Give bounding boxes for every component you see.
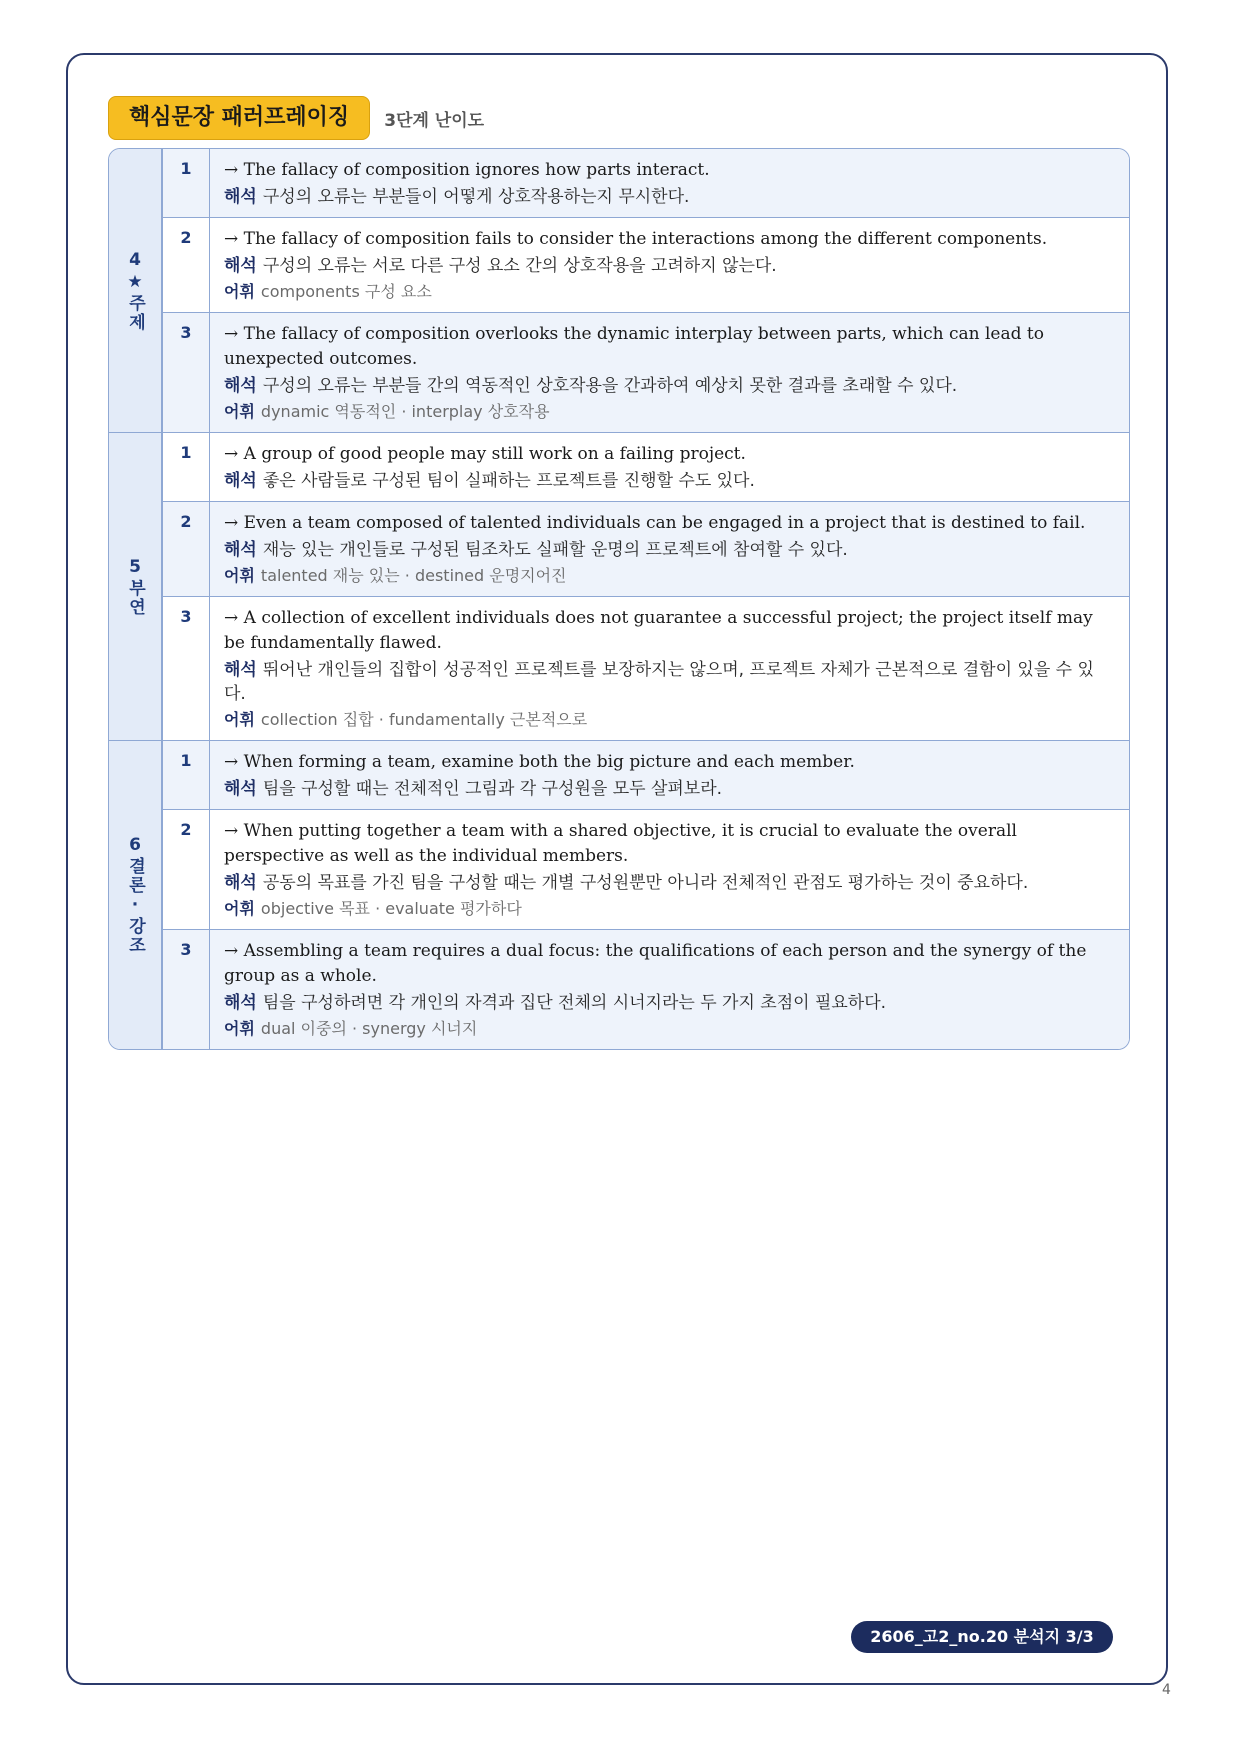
english-sentence: → A group of good people may still work on a failing project. [224,444,746,464]
korean-translation [224,254,1113,278]
row-number: 1 [163,149,210,217]
vocabulary-label: 어휘 [224,710,255,729]
english-sentence: → The fallacy of composition overlooks the dynamic interplay between parts, which can lead to unexpected outcomes. [224,324,1044,369]
korean-translation [224,374,1113,398]
vocabulary-line [224,400,1113,424]
korean-translation [224,469,1113,493]
english-sentence: → A collection of excellent individuals does not guarantee a successful project; the project itself may be fundamentally flawed. [224,608,1093,653]
vocabulary-line [224,1017,1113,1041]
paragraph-label-text: 5부연 [125,556,145,617]
korean-translation [224,777,1113,801]
vocabulary-line [224,708,1113,732]
paraphrase-row [163,502,1129,597]
row-content [210,218,1129,312]
english-sentence: → The fallacy of composition ignores how parts interact. [224,160,710,180]
paragraph-label [109,149,163,432]
interpretation-label: 해석 [224,540,257,560]
paraphrase-row [163,597,1129,740]
paragraph-group [109,149,1129,433]
korean-translation [224,185,1113,209]
page-number: 4 [1162,1682,1171,1698]
interpretation-label: 해석 [224,471,257,491]
section-header [108,96,484,140]
korean-translation-text: 팀을 구성할 때는 전체적인 그림과 각 구성원을 모두 살펴보라. [262,779,723,799]
korean-translation-text: 재능 있는 개인들로 구성된 팀조차도 실패할 운명의 프로젝트에 참여할 수 있다. [262,540,848,560]
paragraph-label [109,433,163,740]
korean-translation [224,658,1113,706]
row-number: 1 [163,741,210,809]
row-content [210,433,1129,501]
vocabulary-label: 어휘 [224,282,255,301]
english-sentence: → When forming a team, examine both the big picture and each member. [224,752,855,772]
paragraph-group [109,741,1129,1049]
paragraph-label-text: 4★주제 [125,249,145,332]
korean-translation-text: 구성의 오류는 부분들 간의 역동적인 상호작용을 간과하여 예상치 못한 결과를 초래할 수 있다. [262,376,958,396]
vocabulary-label: 어휘 [224,566,255,585]
row-content [210,597,1129,740]
row-number: 2 [163,502,210,596]
vocabulary-label: 어휘 [224,402,255,421]
korean-translation-text: 공동의 목표를 가진 팀을 구성할 때는 개별 구성원뿐만 아니라 전체적인 관점도 평가하는 것이 중요하다. [262,873,1029,893]
row-content [210,810,1129,929]
difficulty-label: 3단계 난이도 [384,110,485,131]
paraphrase-row [163,149,1129,218]
english-sentence: → Assembling a team requires a dual focus: the qualifications of each person and the synergy of the group as a whole. [224,941,1087,986]
interpretation-label: 해석 [224,993,257,1013]
row-number: 3 [163,313,210,432]
vocabulary-text: collection 집합 · fundamentally 근본적으로 [260,710,588,729]
korean-translation-text: 좋은 사람들로 구성된 팀이 실패하는 프로젝트를 진행할 수도 있다. [262,471,755,491]
interpretation-label: 해석 [224,187,257,207]
vocabulary-label: 어휘 [224,899,255,918]
korean-translation-text: 구성의 오류는 서로 다른 구성 요소 간의 상호작용을 고려하지 않는다. [262,256,777,276]
vocabulary-text: dual 이중의 · synergy 시너지 [260,1019,478,1038]
section-title: 핵심문장 패러프레이징 [108,96,370,140]
row-number: 1 [163,433,210,501]
row-content [210,502,1129,596]
korean-translation-text: 뛰어난 개인들의 집합이 성공적인 프로젝트를 보장하지는 않으며, 프로젝트 자체가 근본적으로 결함이 있을 수 있다. [224,660,1094,704]
row-number: 2 [163,218,210,312]
row-content [210,930,1129,1049]
row-content [210,149,1129,217]
paraphrase-row [163,433,1129,502]
vocabulary-line [224,897,1113,921]
row-content [210,313,1129,432]
paragraph-label-text: 6결론·강조 [125,835,145,955]
interpretation-label: 해석 [224,660,257,680]
paraphrase-table [108,148,1130,1050]
paragraph-label [109,741,163,1049]
english-sentence: → When putting together a team with a shared objective, it is crucial to evaluate the overall perspective as well as the individual members. [224,821,1017,866]
vocabulary-text: talented 재능 있는 · destined 운명지어진 [260,566,567,585]
row-number: 2 [163,810,210,929]
paraphrase-row [163,741,1129,810]
row-content [210,741,1129,809]
korean-translation [224,871,1113,895]
english-sentence: → The fallacy of composition fails to consider the interactions among the different components. [224,229,1048,249]
row-number: 3 [163,597,210,740]
paraphrase-row [163,218,1129,313]
vocabulary-line [224,564,1113,588]
document-id-badge: 2606_고2_no.20 분석지 3/3 [851,1621,1113,1653]
korean-translation [224,991,1113,1015]
korean-translation-text: 팀을 구성하려면 각 개인의 자격과 집단 전체의 시너지라는 두 가지 초점이 필요하다. [262,993,887,1013]
paraphrase-row [163,930,1129,1049]
interpretation-label: 해석 [224,256,257,276]
korean-translation-text: 구성의 오류는 부분들이 어떻게 상호작용하는지 무시한다. [262,187,690,207]
paraphrase-row [163,313,1129,432]
interpretation-label: 해석 [224,376,257,396]
interpretation-label: 해석 [224,873,257,893]
vocabulary-text: dynamic 역동적인 · interplay 상호작용 [260,402,550,421]
vocabulary-text: components 구성 요소 [260,282,432,301]
paragraph-group [109,433,1129,741]
row-number: 3 [163,930,210,1049]
korean-translation [224,538,1113,562]
vocabulary-text: objective 목표 · evaluate 평가하다 [260,899,522,918]
vocabulary-label: 어휘 [224,1019,255,1038]
interpretation-label: 해석 [224,779,257,799]
english-sentence: → Even a team composed of talented individuals can be engaged in a project that is destined to fail. [224,513,1086,533]
vocabulary-line [224,280,1113,304]
paraphrase-row [163,810,1129,930]
